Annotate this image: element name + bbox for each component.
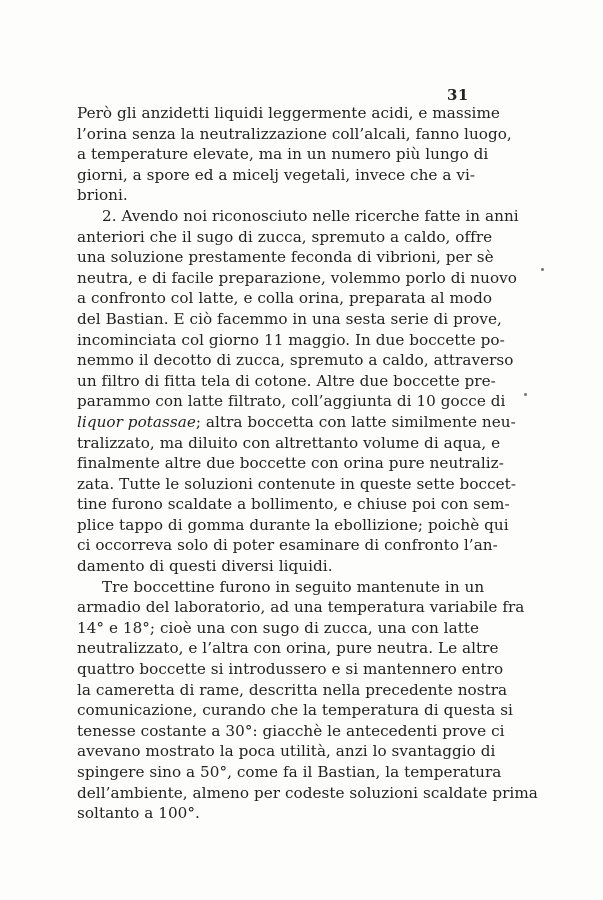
text-line: la cameretta di rame, descritta nella precedente nostra <box>77 680 508 699</box>
text-line: nemmo il decotto di zucca, spremuto a caldo, attraverso <box>77 351 514 370</box>
paragraph-start-line: 2. Avendo noi riconosciuto nelle ricerche fatte in anni <box>102 206 519 225</box>
text-line: soltanto a 100°. <box>77 804 200 823</box>
text-line: dell’ambiente, almeno per codeste soluzioni scaldate prima <box>77 783 538 802</box>
text-line: Però gli anzidetti liquidi leggermente acidi, e massime <box>77 104 500 122</box>
text-line: finalmente altre due boccette con orina pure neutraliz- <box>77 454 504 473</box>
text-line: tralizzato, ma diluito con altrettanto volume di aqua, e <box>77 433 501 452</box>
body-text <box>77 103 538 824</box>
text-line: un filtro di fitta tela di cotone. Altre due boccette pre- <box>77 371 496 390</box>
text-line: zata. Tutte le soluzioni contenute in queste sette boccet- <box>77 474 516 493</box>
paragraph-start-line: Tre boccettine furono in seguito mantenute in un <box>102 577 485 596</box>
text-line-rest: ; altra boccetta con latte similmente neu- <box>195 412 516 431</box>
paper-speck <box>541 268 544 271</box>
paper-speck <box>524 393 527 396</box>
text-line: quattro boccette si introdussero e si mantennero entro <box>77 660 504 679</box>
text-line: tenesse costante a 30°: giacchè le antecedenti prove ci <box>77 721 505 740</box>
text-line: damento di questi diversi liquidi. <box>77 557 333 576</box>
text-line: anteriori che il sugo di zucca, spremuto a caldo, offre <box>77 227 493 246</box>
text-line: armadio del laboratorio, ad una temperatura variabile fra <box>77 598 525 617</box>
text-line: del Bastian. E ciò facemmo in una sesta serie di prove, <box>77 309 502 328</box>
text-line: parammo con latte filtrato, coll’aggiunta di 10 gocce di <box>77 392 506 411</box>
text-line: una soluzione prestamente feconda di vibrioni, per sè <box>77 248 494 267</box>
italic-latin-term: liquor potassae <box>77 412 196 431</box>
text-line: spingere sino a 50°, come fa il Bastian, la temperatura <box>77 763 502 781</box>
text-line: neutra, e di facile preparazione, volemmo porlo di nuovo <box>77 268 517 287</box>
text-line: plice tappo di gomma durante la ebollizione; poichè qui <box>77 515 509 534</box>
page-number: 31 <box>447 86 469 104</box>
text-line-mixed <box>77 412 516 433</box>
text-line: incominciata col giorno 11 maggio. In due boccette po- <box>77 330 505 349</box>
text-line: l’orina senza la neutralizzazione coll’alcali, fanno luogo, <box>77 124 512 143</box>
text-line: 14° e 18°; cioè una con sugo di zucca, una con latte <box>77 618 480 637</box>
text-line: tine furono scaldate a bollimento, e chiuse poi con sem- <box>77 495 510 514</box>
text-line: neutralizzato, e l’altra con orina, pure neutra. Le altre <box>77 639 499 658</box>
text-line: avevano mostrato la poca utilità, anzi lo svantaggio di <box>77 742 496 761</box>
text-line: brioni. <box>77 186 128 205</box>
text-line: a temperature elevate, ma in un numero più lungo di <box>77 145 489 164</box>
text-line: comunicazione, curando che la temperatura di questa si <box>77 701 513 720</box>
text-line: giorni, a spore ed a micelj vegetali, invece che a vi- <box>77 165 476 184</box>
text-line: ci occorreva solo di poter esaminare di confronto l’an- <box>77 536 498 555</box>
text-line: a confronto col latte, e colla orina, preparata al modo <box>77 289 493 308</box>
